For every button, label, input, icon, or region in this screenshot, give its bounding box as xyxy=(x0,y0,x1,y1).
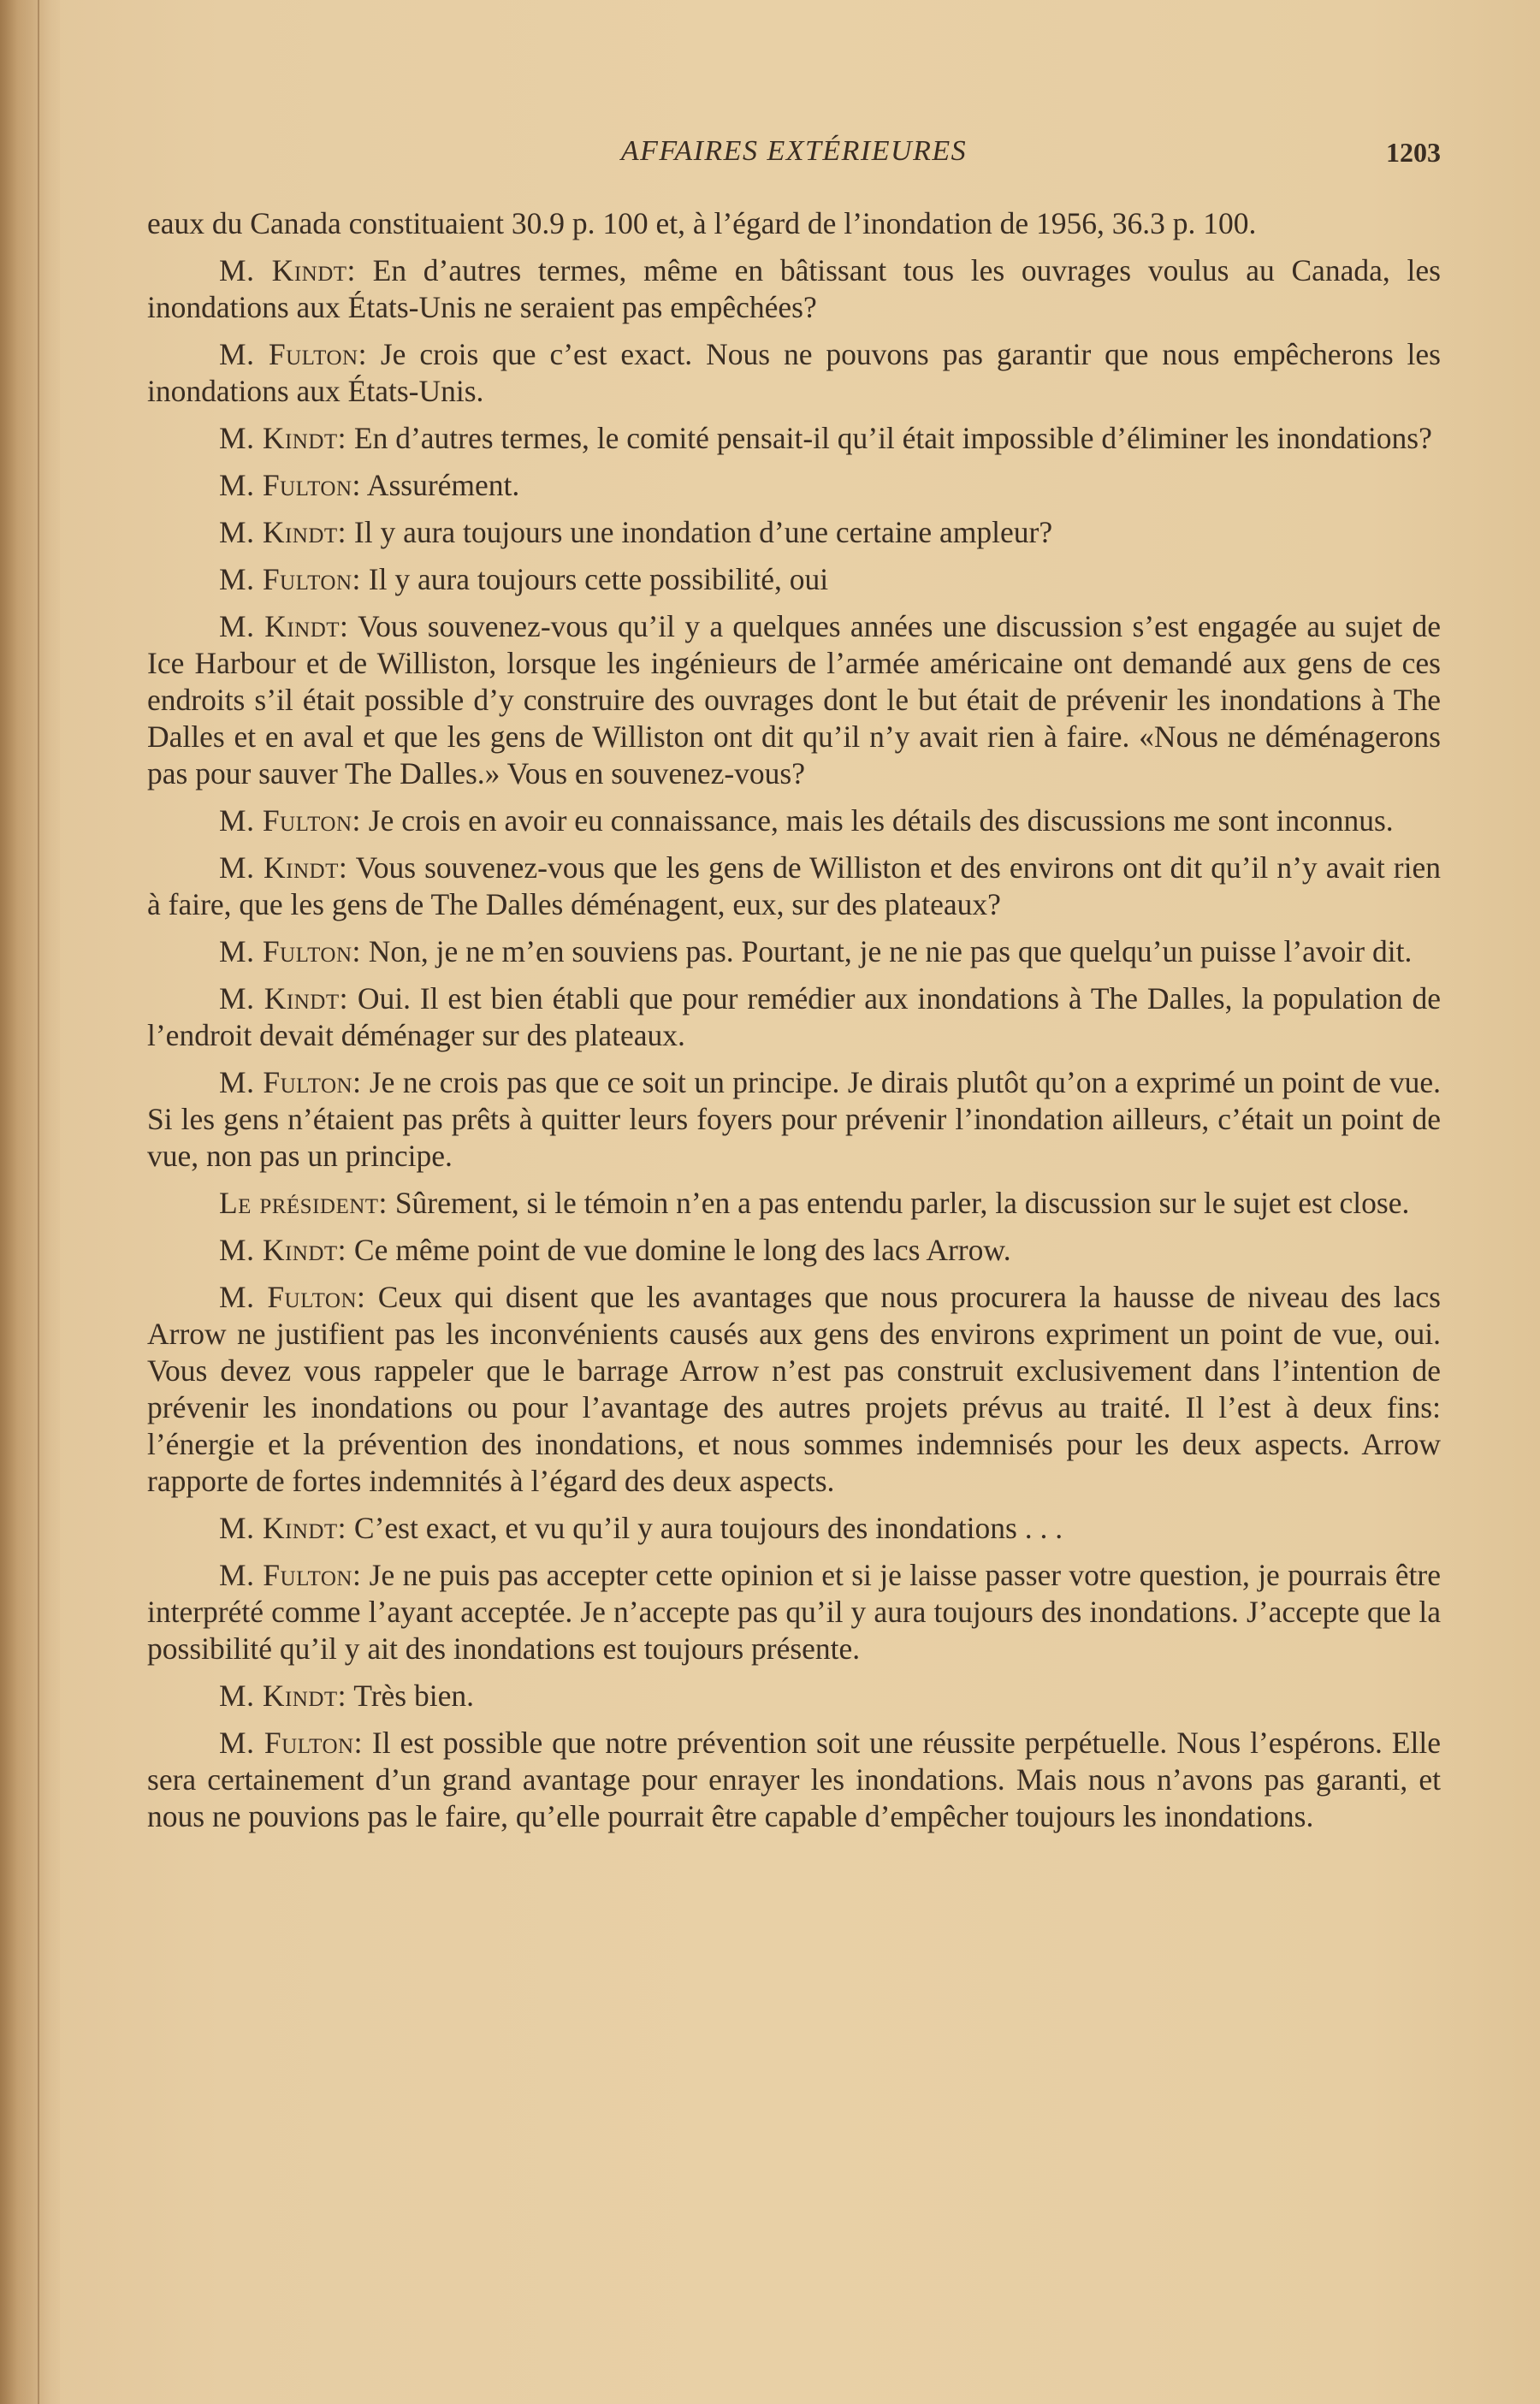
paragraph-text: C’est exact, et vu qu’il y aura toujours des inondations . . . xyxy=(346,1511,1063,1545)
paragraph-text: Vous souvenez-vous qu’il y a quelques années une discussion s’est engagée au sujet de Ice Harbour et de Williston, lorsque les ingénieurs de l’armée américaine ont demandé aux gens de ces endroits s’il était possible d’y construire des ouvrages dont le but était de prévenir les inondations à The Dalles et en aval et que les gens de Williston ont dit qu’il n’y avait rien à faire. «Nous ne déménagerons pas pour sauver The Dalles.» Vous en souvenez-vous? xyxy=(147,609,1441,790)
paragraph xyxy=(147,608,1441,792)
speaker-name: M. Kindt: xyxy=(219,253,356,287)
page-header xyxy=(147,135,1441,178)
paragraph xyxy=(147,514,1441,551)
paragraph xyxy=(147,850,1441,923)
paragraph-text: Je crois en avoir eu connaissance, mais les détails des discussions me sont inconnus. xyxy=(360,803,1394,838)
paragraph xyxy=(147,252,1441,326)
speaker-name: M. Kindt: xyxy=(219,981,348,1015)
binding-edge-line xyxy=(38,0,39,2404)
speaker-name: M. Kindt: xyxy=(219,1679,347,1713)
running-title: AFFAIRES EXTÉRIEURES xyxy=(620,135,968,167)
paragraph xyxy=(147,1557,1441,1667)
paragraph-text: Ceux qui disent que les avantages que nous procurera la hausse de niveau des lacs Arrow ne justifient pas les inconvénients causés aux gens des environs expriment un point de vue, oui. Vous devez vous rappeler que le barrage Arrow n’est pas construit exclusivement dans l’intention de prévenir les inondations ou pour l’avantage des autres projets prévus au traité. Il l’est à deux fins: l’énergie et la prévention des inondations, et nous sommes indemnisés pour les deux aspects. Arrow rapporte de fortes indemnités à l’égard des deux aspects. xyxy=(147,1280,1441,1498)
paragraph xyxy=(147,802,1441,839)
speaker-name: M. Kindt: xyxy=(219,1511,347,1545)
speaker-name: M. Fulton: xyxy=(219,337,367,371)
page-number: 1203 xyxy=(1386,137,1441,168)
paragraph xyxy=(147,420,1441,457)
speaker-name: M. Kindt: xyxy=(219,515,347,549)
speaker-name: M. Fulton: xyxy=(219,1065,362,1099)
speaker-name: M. Kindt: xyxy=(219,850,348,885)
speaker-name: M. Fulton: xyxy=(219,803,361,838)
paragraph-text: eaux du Canada constituaient 30.9 p. 100 et, à l’égard de l’inondation de 1956, 36.3 p. 100. xyxy=(147,206,1257,240)
speaker-name: M. Kindt: xyxy=(219,609,349,643)
paragraph-text: Je crois que c’est exact. Nous ne pouvons pas garantir que nous empêcherons les inondations aux États-Unis. xyxy=(147,337,1441,408)
paragraph-text: Non, je ne m’en souviens pas. Pourtant, je ne nie pas que quelqu’un puisse l’avoir dit. xyxy=(360,934,1413,968)
paragraph-text: Sûrement, si le témoin n’en a pas entendu parler, la discussion sur le sujet est close. xyxy=(387,1186,1410,1220)
paragraph-text: En d’autres termes, le comité pensait-il qu’il était impossible d’éliminer les inondations? xyxy=(346,421,1432,455)
paragraph xyxy=(147,336,1441,410)
paragraph-text: Je ne crois pas que ce soit un principe. Je dirais plutôt qu’on a exprimé un point de vue. Si les gens n’étaient pas prêts à quitter leurs foyers pour prévenir l’inondation ailleurs, c’était un point de vue, non pas un principe. xyxy=(147,1065,1441,1173)
paragraph xyxy=(147,1510,1441,1547)
paragraph-text: Très bien. xyxy=(346,1679,474,1713)
body-text xyxy=(147,205,1441,1845)
paragraph xyxy=(147,933,1441,970)
speaker-name: M. Fulton: xyxy=(219,1726,363,1760)
paragraph xyxy=(147,980,1441,1054)
paragraph xyxy=(147,1232,1441,1269)
paragraph xyxy=(147,1064,1441,1175)
paragraph-text: En d’autres termes, même en bâtissant tous les ouvrages voulus au Canada, les inondations aux États-Unis ne seraient pas empêchées? xyxy=(147,253,1441,324)
speaker-name: M. Fulton: xyxy=(219,1280,366,1314)
speaker-name: M. Fulton: xyxy=(219,468,361,502)
page-spine-shadow xyxy=(0,0,60,2404)
speaker-name: M. Kindt: xyxy=(219,1233,347,1267)
paragraph xyxy=(147,1725,1441,1835)
paragraph-text: Vous souvenez-vous que les gens de Williston et des environs ont dit qu’il n’y avait rien à faire, que les gens de The Dalles déménagent, eux, sur des plateaux? xyxy=(147,850,1441,921)
paragraph xyxy=(147,205,1441,242)
speaker-name: M. Fulton: xyxy=(219,562,361,596)
paragraph-text: Il y aura toujours une inondation d’une certaine ampleur? xyxy=(346,515,1053,549)
paragraph-text: Oui. Il est bien établi que pour remédier aux inondations à The Dalles, la population de l’endroit devait déménager sur des plateaux. xyxy=(147,981,1441,1052)
speaker-name: M. Fulton: xyxy=(219,934,361,968)
paragraph xyxy=(147,467,1441,504)
paragraph-text: Je ne puis pas accepter cette opinion et si je laisse passer votre question, je pourrais être interprété comme l’ayant acceptée. Je n’accepte pas qu’il y aura toujours des inondations. J’accepte que la possibilité qu’il y ait des inondations est toujours présente. xyxy=(147,1558,1441,1666)
speaker-name: Le président: xyxy=(219,1186,388,1220)
paragraph-text: Il y aura toujours cette possibilité, oui xyxy=(360,562,829,596)
paragraph-text: Il est possible que notre prévention soit une réussite perpétuelle. Nous l’espérons. Elle sera certainement d’un grand avantage pour enrayer les inondations. Mais nous n’avons pas garanti, et nous ne pouvions pas le faire, qu’elle pourrait être capable d’empêcher toujours les inondations. xyxy=(147,1726,1441,1833)
paragraph xyxy=(147,1279,1441,1500)
paragraph xyxy=(147,1185,1441,1222)
paragraph-text: Ce même point de vue domine le long des lacs Arrow. xyxy=(346,1233,1011,1267)
speaker-name: M. Fulton: xyxy=(219,1558,362,1592)
paragraph-text: Assurément. xyxy=(360,468,520,502)
paragraph xyxy=(147,1678,1441,1714)
speaker-name: M. Kindt: xyxy=(219,421,347,455)
paragraph xyxy=(147,561,1441,598)
